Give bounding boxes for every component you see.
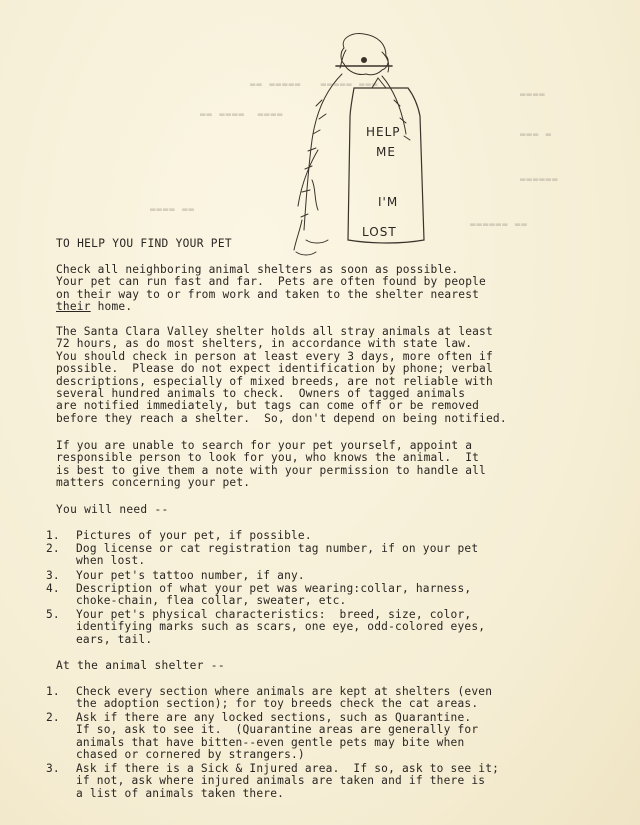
- item-text: chased or cornered by strangers.): [76, 748, 305, 762]
- paragraph-intro: [56, 264, 616, 314]
- para-line: is best to give them a note with your permission to handle all: [56, 463, 486, 477]
- item-text: Description of what your pet was wearing:collar, harness,: [76, 582, 472, 595]
- need-item: [46, 570, 626, 582]
- item-number: 1.: [46, 529, 60, 542]
- para-line: several hundred animals to check. Owners of tagged animals: [56, 387, 466, 401]
- paragraph-shelter-policy: [56, 326, 616, 425]
- paragraph-appoint-person: [56, 440, 616, 490]
- item-text: the adoption section); for toy breeds check the cat areas.: [76, 697, 479, 711]
- item-number: 2.: [46, 542, 60, 555]
- document-title: TO HELP YOU FIND YOUR PET: [56, 237, 232, 250]
- bleed-through-text: ▬▬ ▬▬▬▬ ▬▬▬▬: [200, 110, 284, 120]
- item-number: 4.: [46, 582, 60, 595]
- sign-text-me: ME: [376, 145, 396, 159]
- item-text: Pictures of your pet, if possible.: [76, 529, 312, 542]
- bleed-through-text: ▬▬▬▬: [520, 90, 546, 100]
- sign-text-lost: LOST: [362, 225, 397, 239]
- para-line: Your pet can run fast and far. Pets are often found by people: [56, 275, 486, 289]
- para-line: responsible person to look for you, who knows the animal. It: [56, 451, 480, 465]
- para-line: Check all neighboring animal shelters as soon as possible.: [56, 263, 459, 276]
- item-number: 1.: [46, 685, 60, 698]
- bleed-through-text: ▬▬ ▬▬▬▬▬ ▬▬▬▬▬ ▬▬▬: [250, 80, 379, 90]
- item-text: Your pet's tattoo number, if any.: [76, 569, 305, 582]
- para-line: on their way to or from work and taken to the shelter nearest: [56, 287, 480, 301]
- item-text: Ask if there is a Sick & Injured area. If so, ask to see it;: [76, 762, 500, 775]
- para-line: descriptions, especially of mixed breeds, are not reliable with: [56, 374, 493, 388]
- need-item: [46, 609, 626, 646]
- shelter-heading: At the animal shelter --: [56, 659, 225, 672]
- item-number: 2.: [46, 711, 60, 724]
- para-line: before they reach a shelter. So, don't depend on being notified.: [56, 411, 507, 425]
- item-text: when lost.: [76, 554, 146, 568]
- item-number: 3.: [46, 569, 60, 582]
- item-text: if not, ask where injured animals are taken and if there is: [76, 774, 486, 788]
- item-text: Check every section where animals are kept at shelters (even: [76, 685, 493, 698]
- bleed-through-text: ▬▬▬▬ ▬▬: [150, 205, 195, 215]
- bleed-through-text: ▬▬▬▬▬▬: [520, 175, 559, 185]
- item-number: 5.: [46, 608, 60, 621]
- para-line: matters concerning your pet.: [56, 476, 251, 490]
- item-text: Your pet's physical characteristics: breed, size, color,: [76, 608, 472, 621]
- item-text: ears, tail.: [76, 632, 153, 646]
- need-item: [46, 530, 626, 542]
- para-line: If you are unable to search for your pet yourself, appoint a: [56, 439, 473, 452]
- para-line: 72 hours, as do most shelters, in accordance with state law.: [56, 337, 473, 351]
- need-item: [46, 583, 626, 608]
- para-line: You should check in person at least every 3 days, more often if: [56, 349, 493, 363]
- item-text: Dog license or cat registration tag number, if on your pet: [76, 542, 479, 555]
- para-line: are notified immediately, but tags can come off or be removed: [56, 399, 480, 413]
- sign-text-help: HELP: [366, 125, 401, 139]
- item-text: Ask if there are any locked sections, such as Quarantine.: [76, 711, 472, 724]
- bleed-through-text: ▬▬▬ ▬: [520, 130, 553, 140]
- need-item: [46, 543, 626, 568]
- shelter-item: [46, 686, 626, 711]
- para-line: possible. Please do not expect identification by phone; verbal: [56, 362, 493, 376]
- item-number: 3.: [46, 762, 60, 775]
- underlined-word: their: [56, 300, 91, 314]
- item-text: identifying marks such as scars, one eye, odd-colored eyes,: [76, 620, 486, 634]
- para-line: home.: [90, 300, 133, 314]
- shelter-item: [46, 712, 626, 762]
- need-heading: You will need --: [56, 503, 169, 516]
- bleed-through-text: ▬▬▬▬▬▬ ▬▬: [470, 220, 528, 230]
- sign-text-im: I'M: [378, 195, 399, 209]
- item-text: choke-chain, flea collar, sweater, etc.: [76, 594, 347, 608]
- lost-dog-illustration: [282, 30, 442, 260]
- item-text: If so, ask to see it. (Quarantine areas are generally for: [76, 723, 479, 737]
- shelter-item: [46, 763, 626, 800]
- item-text: animals that have bitten--even gentle pets may bite when: [76, 735, 465, 749]
- para-line: The Santa Clara Valley shelter holds all stray animals at least: [56, 325, 493, 338]
- item-text: a list of animals taken there.: [76, 786, 285, 800]
